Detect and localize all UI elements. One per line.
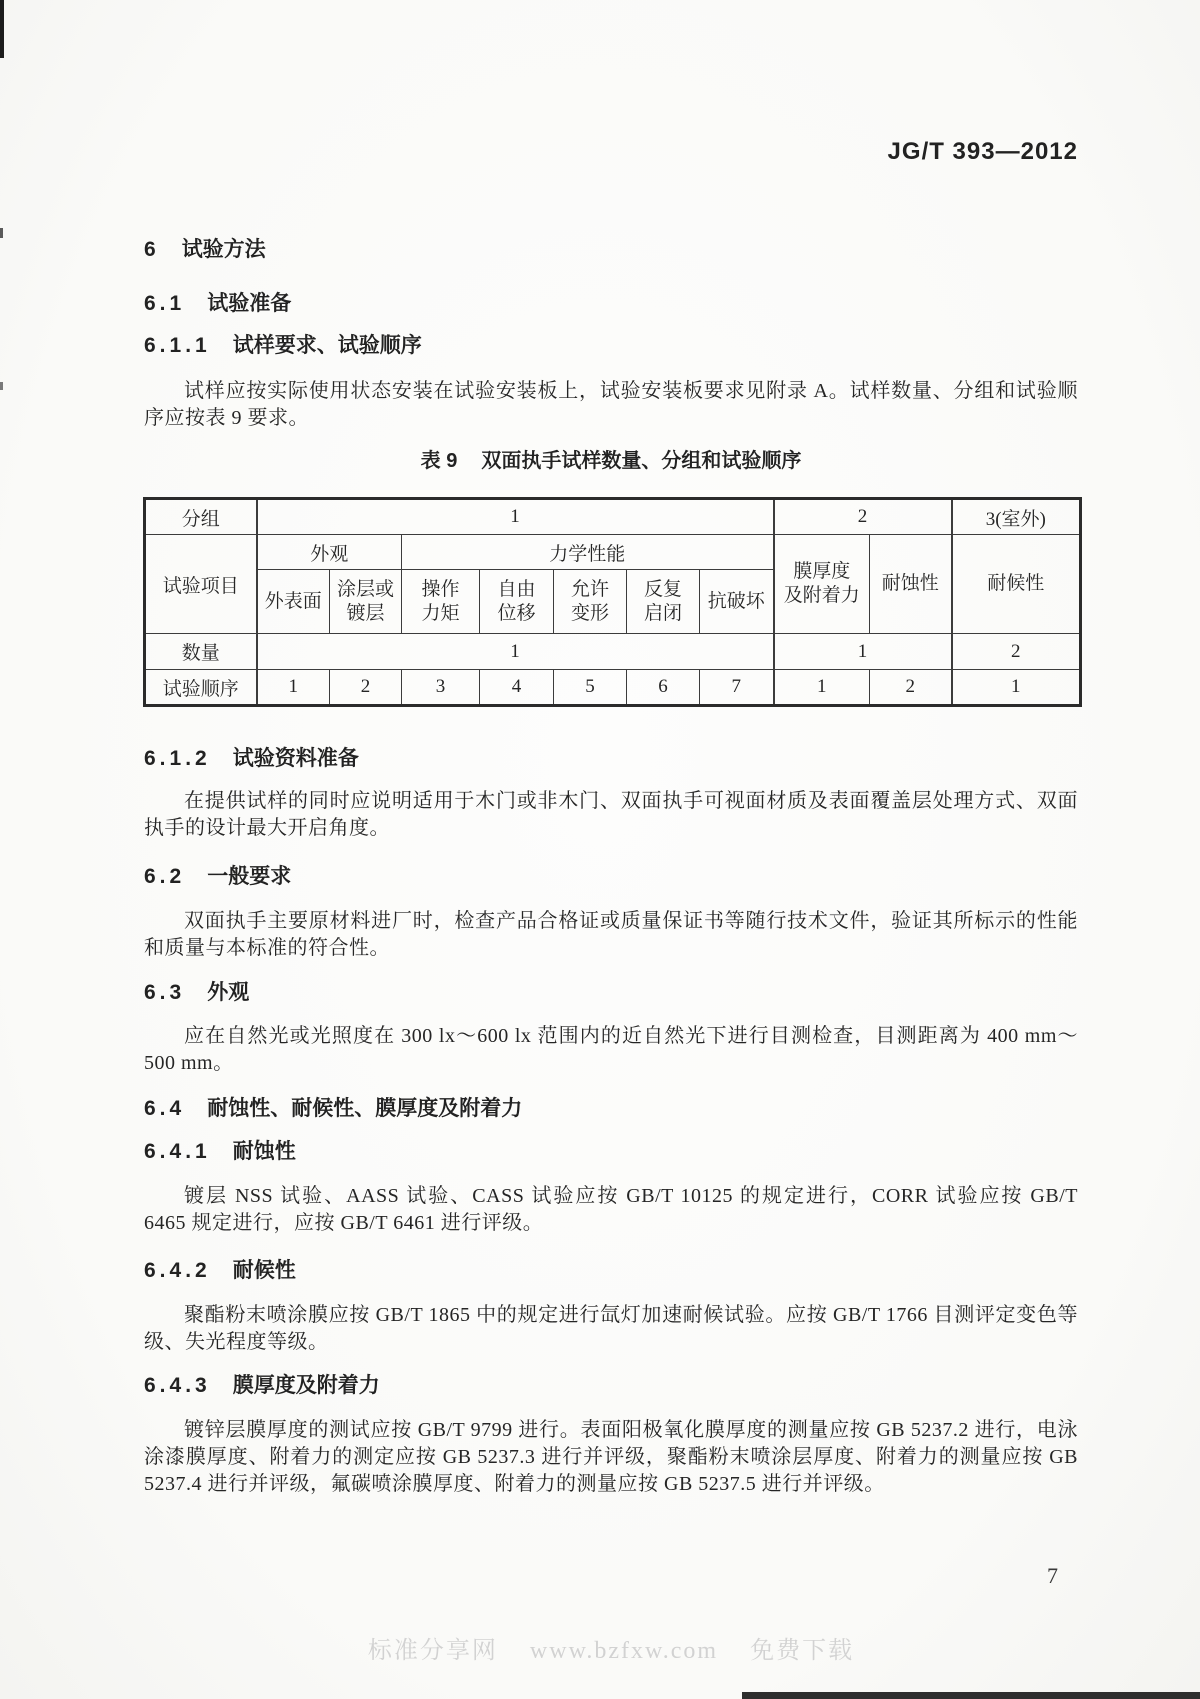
order-cell: 7 bbox=[700, 670, 774, 706]
row-label-quantity: 数量 bbox=[145, 634, 257, 670]
section-title: 外观 bbox=[207, 981, 250, 1004]
row-label-test-item: 试验项目 bbox=[145, 535, 257, 634]
col-header-break-resistance: 抗破坏 bbox=[700, 570, 774, 634]
section-heading-6-1-1 bbox=[144, 332, 1078, 360]
col-header-coating-plating: 涂层或 镀层 bbox=[330, 570, 402, 634]
section-heading-6-1 bbox=[144, 290, 1078, 318]
table-9 bbox=[143, 497, 1082, 707]
section-number: 6.4 bbox=[144, 1097, 186, 1120]
section-heading-6-4 bbox=[144, 1095, 1078, 1123]
standard-doc-number: JG/T 393—2012 bbox=[887, 138, 1078, 165]
watermark bbox=[144, 1637, 1078, 1665]
section-title: 耐候性 bbox=[232, 1259, 296, 1282]
section-number: 6.3 bbox=[144, 981, 186, 1004]
order-cell: 2 bbox=[870, 670, 952, 706]
section-title: 耐蚀性 bbox=[232, 1140, 296, 1163]
col-header-allowed-deformation: 允许 变形 bbox=[554, 570, 627, 634]
order-cell: 1 bbox=[774, 670, 870, 706]
table-9-title: 双面执手试样数量、分组和试验顺序 bbox=[481, 450, 802, 472]
section-number: 6.4.2 bbox=[144, 1259, 211, 1282]
paragraph-6-2: 双面执手主要原材料进厂时，检查产品合格证或质量保证书等随行技术文件，验证其所标示的性能和质量与本标准的符合性。 bbox=[144, 910, 1078, 959]
section-heading-6-4-3 bbox=[144, 1372, 1078, 1400]
quantity-cell-2: 1 bbox=[774, 634, 952, 670]
grouping-cell-1: 1 bbox=[257, 499, 774, 535]
order-cell: 2 bbox=[330, 670, 402, 706]
col-header-weather-resistance: 耐候性 bbox=[952, 535, 1081, 634]
col-header-outer-surface: 外表面 bbox=[257, 570, 330, 634]
section-title: 一般要求 bbox=[207, 865, 292, 888]
grouping-cell-3-outdoor: 3(室外) bbox=[952, 499, 1081, 535]
section-title: 试样要求、试验顺序 bbox=[232, 334, 422, 357]
order-cell: 1 bbox=[952, 670, 1081, 706]
section-number: 6.4.3 bbox=[144, 1374, 211, 1397]
section-title: 耐蚀性、耐候性、膜厚度及附着力 bbox=[207, 1097, 523, 1120]
section-number: 6.2 bbox=[144, 865, 186, 888]
order-cell: 5 bbox=[554, 670, 627, 706]
col-header-operating-torque: 操作 力矩 bbox=[402, 570, 480, 634]
quantity-cell-3: 2 bbox=[952, 634, 1081, 670]
paragraph-6-1-2: 在提供试样的同时应说明适用于木门或非木门、双面执手可视面材质及表面覆盖层处理方式、双面执手的设计最大开启角度。 bbox=[144, 790, 1078, 839]
table-9-caption bbox=[144, 447, 1078, 475]
section-heading-6-3 bbox=[144, 979, 1078, 1007]
paragraph-6-3: 应在自然光或光照度在 300 lx～600 lx 范围内的近自然光下进行目测检查，目测距离为 400 mm～500 mm。 bbox=[144, 1025, 1078, 1074]
section-title: 试验资料准备 bbox=[232, 747, 359, 770]
section-heading-6-2 bbox=[144, 863, 1078, 891]
section-number: 6 bbox=[144, 238, 160, 261]
col-header-repeated-open-close: 反复 启闭 bbox=[627, 570, 700, 634]
section-heading-6-1-2 bbox=[144, 745, 1078, 773]
order-cell: 6 bbox=[627, 670, 700, 706]
order-cell: 4 bbox=[480, 670, 554, 706]
section-number: 6.1 bbox=[144, 292, 186, 315]
section-title: 膜厚度及附着力 bbox=[232, 1374, 380, 1397]
watermark-note: 免费下载 bbox=[750, 1638, 855, 1664]
watermark-site-name: 标准分享网 bbox=[367, 1638, 498, 1664]
paragraph-6-1-1: 试样应按实际使用状态安装在试验安装板上，试验安装板要求见附录 A。试样数量、分组和试验顺序应按表 9 要求。 bbox=[144, 380, 1078, 429]
col-header-corrosion-resistance: 耐蚀性 bbox=[870, 535, 952, 634]
section-title: 试验方法 bbox=[181, 238, 266, 261]
section-number: 6.1.1 bbox=[144, 334, 211, 357]
order-cell: 3 bbox=[402, 670, 480, 706]
section-number: 6.4.1 bbox=[144, 1140, 211, 1163]
section-title: 试验准备 bbox=[207, 292, 292, 315]
order-cell: 1 bbox=[257, 670, 330, 706]
section-heading-6 bbox=[144, 236, 1078, 264]
paragraph-6-4-3: 镀锌层膜厚度的测试应按 GB/T 9799 进行。表面阳极氧化膜厚度的测量应按 GB 5237.2 进行，电泳涂漆膜厚度、附着力的测定应按 GB 5237.3 进行并评级，聚酯粉末喷涂层厚度、附着力的测量应按 GB 5237.4 进行并评级，氟碳喷涂膜厚度、附着力的测量应按 GB 5237.5 进行并评级。 bbox=[144, 1419, 1078, 1495]
quantity-cell-1: 1 bbox=[257, 634, 774, 670]
scan-artifact-bottom-edge bbox=[742, 1692, 1200, 1699]
table-9-label: 表 9 bbox=[420, 450, 458, 472]
paragraph-6-4-2: 聚酯粉末喷涂膜应按 GB/T 1865 中的规定进行氙灯加速耐候试验。应按 GB/T 1766 目测评定变色等级、失光程度等级。 bbox=[144, 1304, 1078, 1353]
section-heading-6-4-2 bbox=[144, 1257, 1078, 1285]
row-label-grouping: 分组 bbox=[145, 499, 257, 535]
col-header-film-thickness-adhesion: 膜厚度 及附着力 bbox=[774, 535, 870, 634]
grouping-cell-2: 2 bbox=[774, 499, 952, 535]
paragraph-6-4-1: 镀层 NSS 试验、AASS 试验、CASS 试验应按 GB/T 10125 的规定进行，CORR 试验应按 GB/T 6465 规定进行，应按 GB/T 6461 进行评级。 bbox=[144, 1185, 1078, 1234]
section-heading-6-4-1 bbox=[144, 1138, 1078, 1166]
col-header-free-displacement: 自由 位移 bbox=[480, 570, 554, 634]
page-number: 7 bbox=[1047, 1563, 1058, 1588]
group-header-appearance: 外观 bbox=[257, 535, 402, 570]
watermark-url: www.bzfxw.com bbox=[529, 1638, 719, 1664]
row-label-test-order: 试验顺序 bbox=[145, 670, 257, 706]
section-number: 6.1.2 bbox=[144, 747, 211, 770]
group-header-mechanical: 力学性能 bbox=[402, 535, 774, 570]
